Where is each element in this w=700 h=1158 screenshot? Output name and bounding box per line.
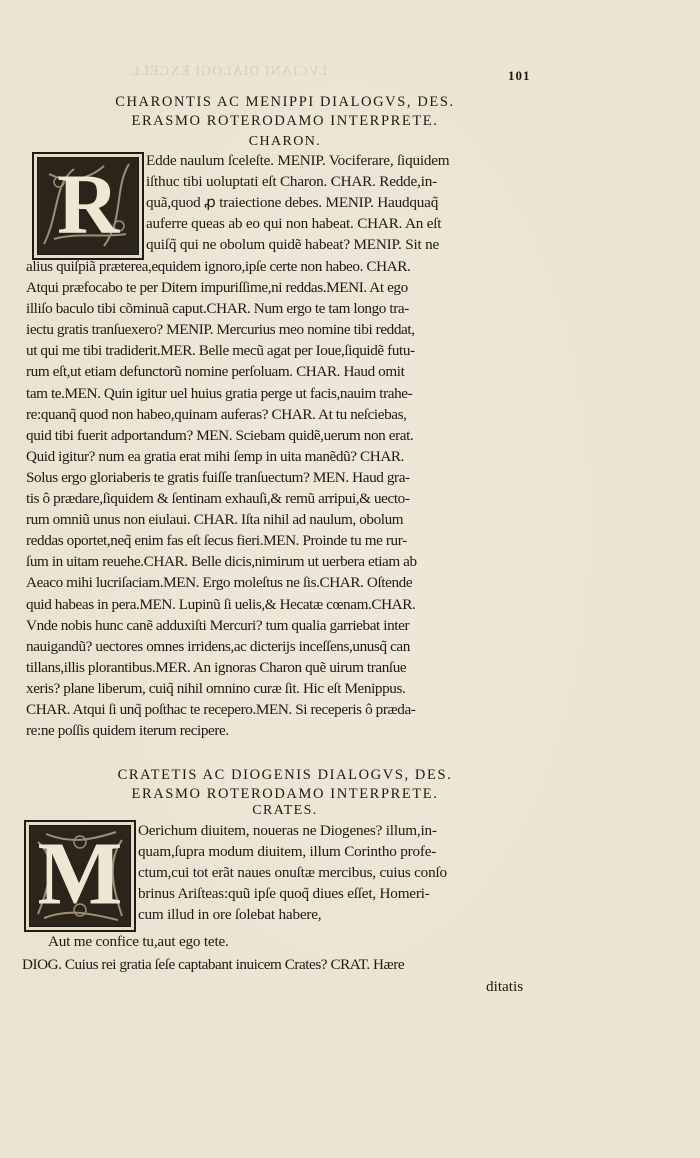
text-line: Aut me confice tu,aut ego tete. — [48, 933, 229, 950]
text-line: alius quiſpiã præterea,equidem ignoro,ipſe certe non habeo. CHAR. — [26, 258, 411, 275]
text-line: quid tibi fuerit adportandum? MEN. Sciebam quidẽ,uerum non erat. — [26, 426, 414, 444]
bleed-through-text: LVCIANI DIALOGI EXCELL — [130, 64, 328, 79]
speaker-heading: CHARON. — [248, 134, 322, 149]
text-line: quiſq̃ qui ne obolum quidẽ habeat? MENIP. Sit ne — [146, 236, 440, 254]
text-line: ut qui me tibi tradiderit.MER. Belle mecũ agat per Ioue,ſiquidẽ futu- — [26, 342, 415, 360]
diogenes-line — [22, 954, 404, 975]
text-line: Oerichum diuitem, noueras ne Diogenes? illum,in- — [138, 822, 437, 839]
charon-text-indented — [146, 150, 449, 255]
text-line: Quid igitur? num ea gratia erat mihi ſemp in uita manẽdũ? CHAR. — [26, 447, 405, 465]
text-line: re:quanq̃ quod non habeo,quinam auferas? CHAR. At tu neſciebas, — [26, 405, 407, 423]
text-line: reddas oportet,neq̃ enim fas eſt ſecus fieri.MEN. Proinde tu me rur- — [26, 532, 407, 550]
crates-text-indented — [138, 820, 447, 925]
initial-letter: R — [56, 156, 120, 252]
text-line: rum eſt,ut etiam defunctorũ nomine perſoluam. CHAR. Haud omit — [26, 363, 405, 381]
dialogue-title2-line-1: CRATETIS AC DIOGENIS DIALOGVS, DES. — [117, 767, 453, 783]
speaker-heading-2: CRATES. — [252, 803, 318, 818]
initial-letter-2: M — [37, 824, 123, 924]
text-line: tis ô prædare,ſiquidem & ſentinam exhauſi,& remũ arripui,& uecto- — [26, 490, 410, 508]
text-line: illiſo baculo tibi cõminuã caput.CHAR. Num ergo te tam longo tra- — [26, 300, 409, 318]
dialogue-title2-line-2: ERASMO ROTERODAMO INTERPRETE. — [131, 786, 439, 802]
text-line: quã,quod ꝓ traiectione debes. MENIP. Haudquaq̃ — [146, 194, 439, 212]
text-line: Vnde nobis hunc canẽ adduxiſti Mercuri? tum qualia garriebat inter — [26, 616, 410, 634]
text-line: Solus ergo gloriaberis te gratis fuiſſe tranſuectum? MEN. Haud gra- — [26, 468, 410, 486]
text-line: CHAR. Atqui ſi unq̃ poſthac te recepero.MEN. Si receperis ô præda- — [26, 700, 416, 718]
text-line: xeris? plane liberum, cuiq̃ nihil omnino curæ ſit. Hic eſt Menippus. — [26, 679, 406, 697]
text-line: brinus Ariſteas:quũ ipſe quoq̃ diues eſſet, Homeri- — [138, 885, 430, 903]
dialogue-title-line-2: ERASMO ROTERODAMO INTERPRETE. — [131, 113, 439, 129]
verse-quotation — [48, 931, 229, 952]
text-line: tam te.MEN. Quin igitur uel huius gratia perge ut facis,nauim trahe- — [26, 384, 413, 402]
decorated-initial-2 — [24, 820, 136, 932]
text-line: rum omniũ unus non eiulaui. CHAR. Iſta nihil ad naulum, obolum — [26, 511, 404, 529]
text-line: Edde naulum ſceleſte. MENIP. Vociferare, ſiquidem — [146, 152, 450, 169]
text-line: DIOG. Cuius rei gratia ſeſe captabant inuicem Crates? CRAT. Hære — [22, 956, 405, 973]
text-line: iectu gratis tranſuexero? MENIP. Mercurius meo nomine tibi reddat, — [26, 321, 415, 339]
text-line: nauigandũ? uectores omnes irridens,ac dicterijs inceſſens,unusq̃ can — [26, 637, 410, 655]
text-line: ſum in uitam reuehe.CHAR. Belle dicis,nimirum ut uerbera etiam ab — [26, 553, 417, 571]
text-line: tillans,illis plorantibus.MER. An ignoras Charon quẽ uirum tranſue — [26, 658, 407, 676]
text-line: iſthuc tibi uoluptati eſt Charon. CHAR. Redde,in- — [146, 173, 437, 191]
text-line: Aeaco mihi lucriſaciam.MEN. Ergo moleſtus ne ſis.CHAR. Oſtende — [26, 574, 413, 592]
folio-number: 101 — [508, 68, 531, 83]
text-line: auferre queas ab eo qui non habeat. CHAR. An eſt — [146, 215, 442, 233]
charon-text-body — [26, 256, 417, 741]
text-line: Atqui præfocabo te per Ditem impuriſſime,ni reddas.MENI. At ego — [26, 279, 408, 297]
text-line: quid habeas in pera.MEN. Lupinũ ſi uelis,& Hecatæ cœnam.CHAR. — [26, 595, 416, 613]
text-line: ctum,cui tot erãt naues onuſtæ mercibus, cuius conſo — [138, 864, 447, 882]
text-line: quam,ſupra modum diuitem, illum Corintho profe- — [138, 843, 437, 861]
text-line: cum illud in ore ſolebat habere, — [138, 906, 322, 924]
decorated-initial — [32, 152, 144, 260]
text-line: re:ne poſſis quidem iterum recipere. — [26, 722, 229, 740]
catchword: ditatis — [486, 978, 524, 995]
dialogue-title-line-1: CHARONTIS AC MENIPPI DIALOGVS, DES. — [115, 94, 455, 110]
